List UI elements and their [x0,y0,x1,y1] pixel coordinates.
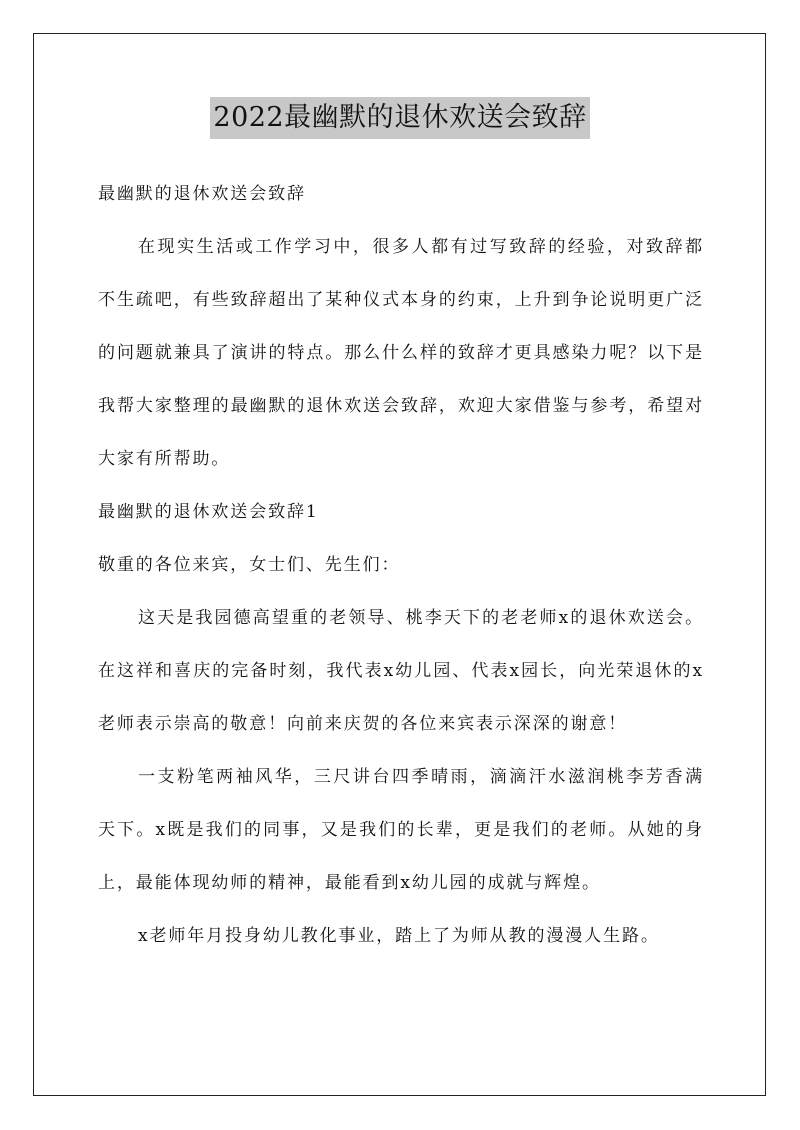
paragraph-salutation: 敬重的各位来宾，女士们、先生们： [98,555,401,575]
paragraph-section-heading: 最幽默的退休欢送会致辞1 [98,502,319,522]
paragraph-body: x老师年月投身幼儿教化事业，踏上了为师从教的漫漫人生路。 [138,926,660,946]
paragraph-body: 一支粉笔两袖风华，三尺讲台四季晴雨，滴滴汗水滋润桃李芳香满天下。x既是我们的同事，又是我们的长辈，更是我们的老师。从她的身上，最能体现幼师的精神，最能看到x幼儿园的成就与辉煌。 [98,767,704,893]
paragraph-intro: 在现实生活或工作学习中，很多人都有过写致辞的经验，对致辞都不生疏吧，有些致辞超出了某种仪式本身的约束，上升到争论说明更广泛的问题就兼具了演讲的特点。那么什么样的致辞才更具感染力呢？以下是我帮大家整理的最幽默的退休欢送会致辞，欢迎大家借鉴与参考，希望对大家有所帮助。 [98,237,704,469]
document-title: 2022最幽默的退休欢送会致辞 [210,97,589,139]
paragraph-body: 这天是我园德高望重的老领导、桃李天下的老老师x的退休欢送会。在这祥和喜庆的完备时刻，我代表x幼儿园、代表x园长，向光荣退休的x老师表示崇高的敬意！向前来庆贺的各位来宾表示深深的谢意！ [98,608,704,734]
title-container [0,97,800,139]
document-body [98,168,704,963]
paragraph-subtitle: 最幽默的退休欢送会致辞 [98,184,306,204]
